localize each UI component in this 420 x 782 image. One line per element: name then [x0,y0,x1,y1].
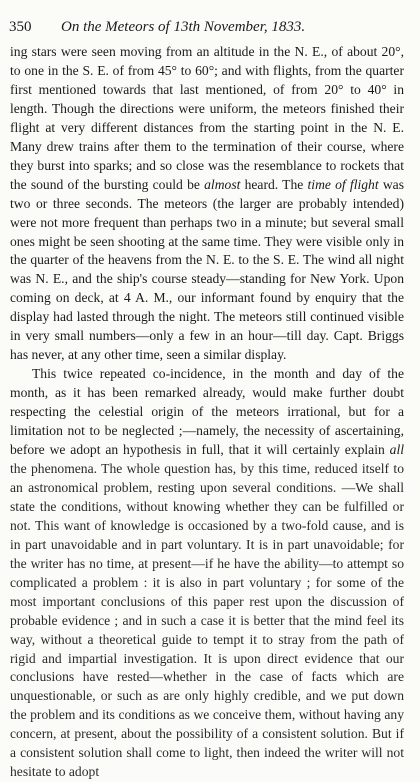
running-title: On the Meteors of 13th November, 1833. [61,19,306,35]
paragraph-2-emphasis-all: all [389,442,404,458]
paragraph-2-text-tail: the phenomena. The whole question has, by this time, reduced itself to an astronomical problem, resting upon several conditions. —We shall state the conditions, without knowing whether they can be fulfilled or not. This want of knowledge is occasioned by a two-fold cause, and is in part unavoidable and in part voluntary. It is in part unavoidable; for the writer has no time, at present—if he have the ability—to attempt so complicated a problem : it is also in part voluntary ; for some of the most important conclusions of this paper rest upon the discussion of probable evidence ; and in such a case it is better that the mind feel its way, without a theoretical guide to tempt it to stray from the path of rigid and impartial investigation. It is upon direct evidence that our conclusions have rested—whether in the case of facts which are unquestionable, or such as are only highly credible, and we put down the problem and its conditions as we conceive them, without having any concern, at present, about the possibility of a consistent solution. But if a consistent solution shall come to light, then indeed the writer will not hesitate to adopt [10,460,404,780]
paragraph-1-text: ing stars were seen moving from an altitude in the N. E., of about 20°, to one in the S. E. of from 45° to 60°; and with flights, from the quarter first mentioned towards that last mentioned, of from 20° to 40° in length. Though the directions were uniform, the meteors finished their flight at very different distances from the starting point in the N. E. Many drew trains after them to the termination of their course, where they burst into sparks; and so close was the resemblance to rockets that the sound of the bursting could be [10,44,404,192]
paragraph-1 [10,43,404,365]
paragraph-1-text-tail: was two or three seconds. The meteors (the larger are probably intended) were not more frequent than perhaps two in a minute; but several small ones might be seen shooting at the same time. They were visible only in the quarter of the heavens from the N. E. to the S. E. The wind all night was N. E., and the ship's course steady—standing for New York. Upon coming on deck, at 4 A. M., our informant found by enquiry that the display had lasted through the night. The meteors still continued visible in very small numbers—only a few in an hour—till day. Capt. Briggs has never, at any other time, seen a similar display. [10,176,404,363]
body-text [10,43,404,782]
paragraph-1-text-mid: heard. The [240,176,308,192]
page-header [9,16,404,38]
paragraph-1-emphasis-almost: almost [204,176,241,192]
paragraph-1-emphasis-time-of-flight: time of flight [307,176,379,192]
paragraph-2 [10,365,404,782]
paragraph-2-text: This twice repeated co-incidence, in the month and day of the month, as it has been remarked already, would make further doubt respecting the celestial origin of the meteors irrational, but for a limitation not to be neglected ;—namely, the necessity of ascertaining, before we adopt an hypothesis in full, that it will certainly explain [10,366,404,458]
page-number: 350 [9,19,32,35]
